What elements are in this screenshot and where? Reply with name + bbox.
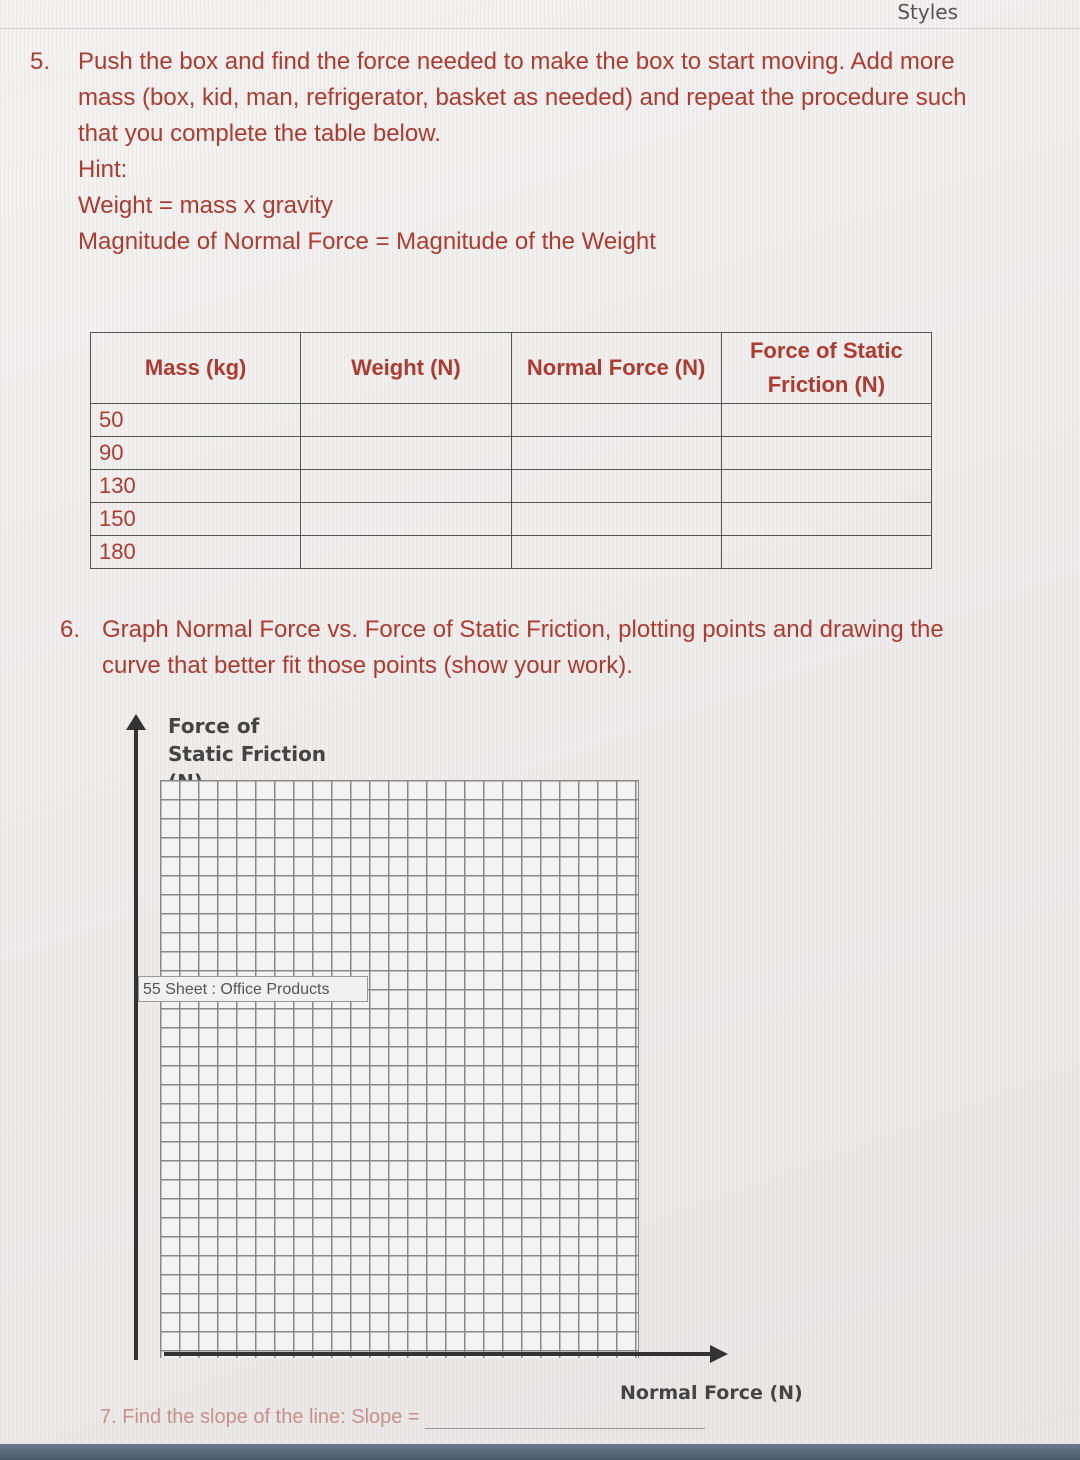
mass-cell: 180 bbox=[91, 536, 301, 569]
screen-bottom-edge bbox=[0, 1444, 1080, 1460]
static-friction-cell[interactable] bbox=[721, 437, 931, 470]
normal-force-cell[interactable] bbox=[511, 437, 721, 470]
mass-cell: 130 bbox=[91, 470, 301, 503]
sheet-overlay-label: 55 Sheet : Office Products bbox=[138, 976, 368, 1002]
x-axis-label: Normal Force (N) bbox=[620, 1382, 803, 1404]
x-axis bbox=[164, 1352, 712, 1356]
question-5-number: 5. bbox=[30, 48, 51, 75]
slope-answer-blank[interactable] bbox=[425, 1408, 705, 1429]
normal-force-cell[interactable] bbox=[511, 503, 721, 536]
header-normal-force: Normal Force (N) bbox=[511, 333, 721, 404]
static-friction-cell[interactable] bbox=[721, 404, 931, 437]
weight-cell[interactable] bbox=[301, 536, 511, 569]
header-weight: Weight (N) bbox=[301, 333, 511, 404]
normal-force-cell[interactable] bbox=[511, 470, 721, 503]
y-axis-label: Force of Static Friction bbox=[168, 714, 327, 766]
table-header-row bbox=[91, 333, 932, 404]
normal-force-cell[interactable] bbox=[511, 536, 721, 569]
question-5 bbox=[30, 44, 990, 260]
header-static-friction: Force of Static Friction (N) bbox=[721, 333, 931, 404]
mass-cell: 50 bbox=[91, 404, 301, 437]
header-mass: Mass (kg) bbox=[91, 333, 301, 404]
hint-label: Hint: bbox=[78, 156, 128, 183]
mass-cell: 90 bbox=[91, 437, 301, 470]
question-6-number: 6. bbox=[60, 616, 81, 643]
static-friction-cell[interactable] bbox=[721, 503, 931, 536]
table-row bbox=[91, 503, 932, 536]
table-row bbox=[91, 404, 932, 437]
graph-grid[interactable] bbox=[160, 780, 639, 1358]
table-row bbox=[91, 437, 932, 470]
question-5-text: Push the box and find the force needed to make the box to start moving. Add more mass (box, kid, man, refrigerator, basket as needed) and repeat the procedure such that you complete the table below. bbox=[78, 48, 967, 147]
table-row bbox=[91, 470, 932, 503]
weight-cell[interactable] bbox=[301, 470, 511, 503]
question-5-body bbox=[78, 44, 990, 260]
hint-normal-force: Magnitude of Normal Force = Magnitude of the Weight bbox=[78, 228, 656, 255]
question-6 bbox=[60, 612, 980, 684]
friction-data-table bbox=[90, 332, 932, 569]
question-7 bbox=[100, 1406, 705, 1429]
hint-weight-formula: Weight = mass x gravity bbox=[78, 192, 333, 219]
weight-cell[interactable] bbox=[301, 437, 511, 470]
y-axis bbox=[134, 728, 138, 1360]
weight-cell[interactable] bbox=[301, 503, 511, 536]
x-axis-arrow-icon bbox=[710, 1345, 728, 1363]
question-7-text: 7. Find the slope of the line: Slope = bbox=[100, 1406, 420, 1428]
normal-force-cell[interactable] bbox=[511, 404, 721, 437]
static-friction-cell[interactable] bbox=[721, 536, 931, 569]
weight-cell[interactable] bbox=[301, 404, 511, 437]
ribbon-divider bbox=[0, 28, 1080, 29]
mass-cell: 150 bbox=[91, 503, 301, 536]
table-row bbox=[91, 536, 932, 569]
styles-label[interactable]: Styles bbox=[897, 0, 958, 24]
question-6-text: Graph Normal Force vs. Force of Static Friction, plotting points and drawing the curve that better fit those points (show your work). bbox=[102, 616, 944, 679]
static-friction-cell[interactable] bbox=[721, 470, 931, 503]
